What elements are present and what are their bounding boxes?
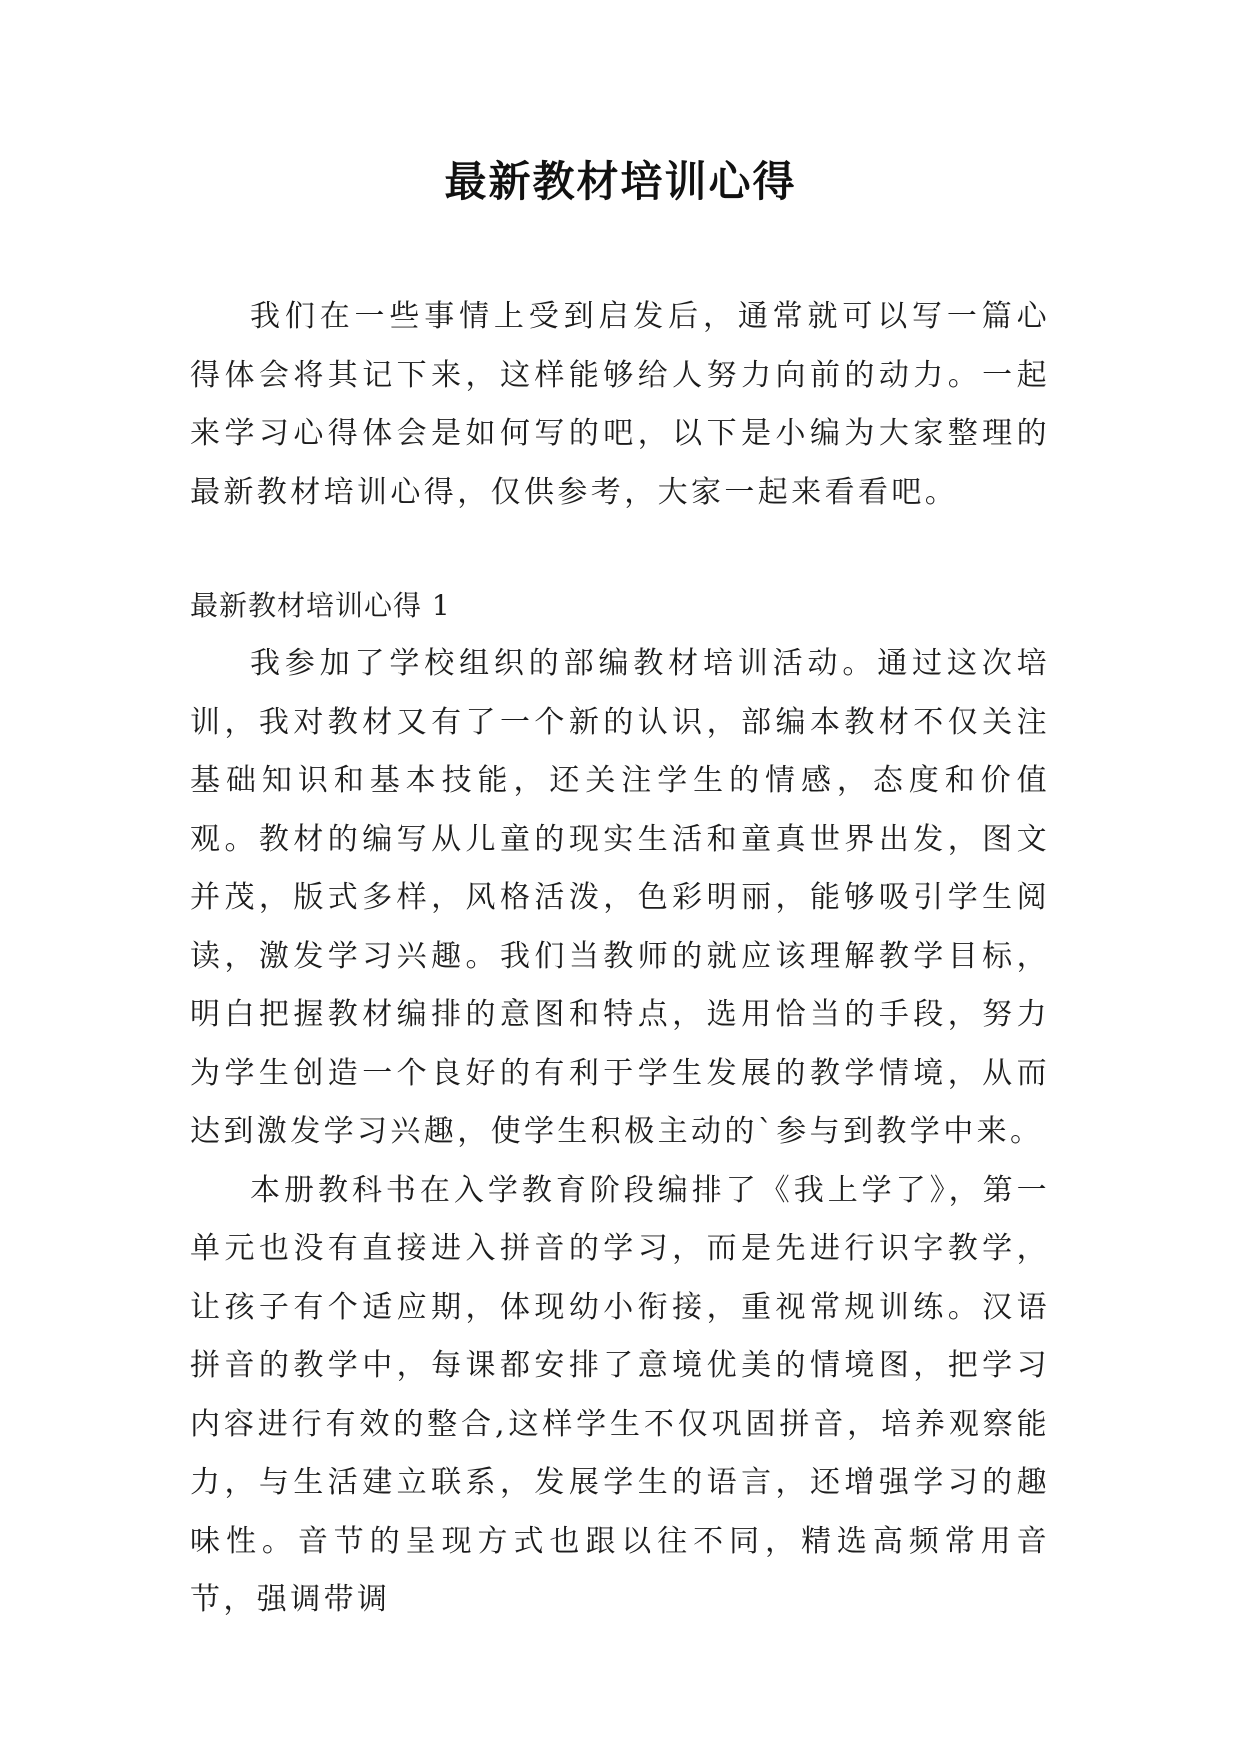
body-paragraph-2: 本册教科书在入学教育阶段编排了《我上学了》，第一单元也没有直接进入拼音的学习，而是先进行识字教学，让孩子有个适应期，体现幼小衔接，重视常规训练。汉语拼音的教学中，每课都安排了意境优美的情境图，把学习内容进行有效的整合,这样学生不仅巩固拼音，培养观察能力，与生活建立联系，发展学生的语言，还增强学习的趣味性。音节的呈现方式也跟以往不同，精选高频常用音节，强调带调 xyxy=(190,1172,1050,1617)
body-paragraph-1: 我参加了学校组织的部编教材培训活动。通过这次培训，我对教材又有了一个新的认识，部编本教材不仅关注基础知识和基本技能，还关注学生的情感，态度和价值观。教材的编写从儿童的现实生活和童真世界出发，图文并茂，版式多样，风格活泼，色彩明丽，能够吸引学生阅读，激发学习兴趣。我们当教师的就应该理解教学目标，明白把握教材编排的意图和特点，选用恰当的手段，努力为学生创造一个良好的有利于学生发展的教学情境，从而达到激发学习兴趣，使学生积极主动的`参与到教学中来。 xyxy=(190,646,1050,1149)
intro-paragraph: 我们在一些事情上受到启发后，通常就可以写一篇心得体会将其记下来，这样能够给人努力向前的动力。一起来学习心得体会是如何写的吧，以下是小编为大家整理的最新教材培训心得，仅供参考，大家一起来看看吧。 xyxy=(190,299,1050,510)
document-title: 最新教材培训心得 xyxy=(444,157,797,206)
document-body xyxy=(190,288,1050,1630)
section-heading: 最新教材培训心得 1 xyxy=(190,589,451,622)
